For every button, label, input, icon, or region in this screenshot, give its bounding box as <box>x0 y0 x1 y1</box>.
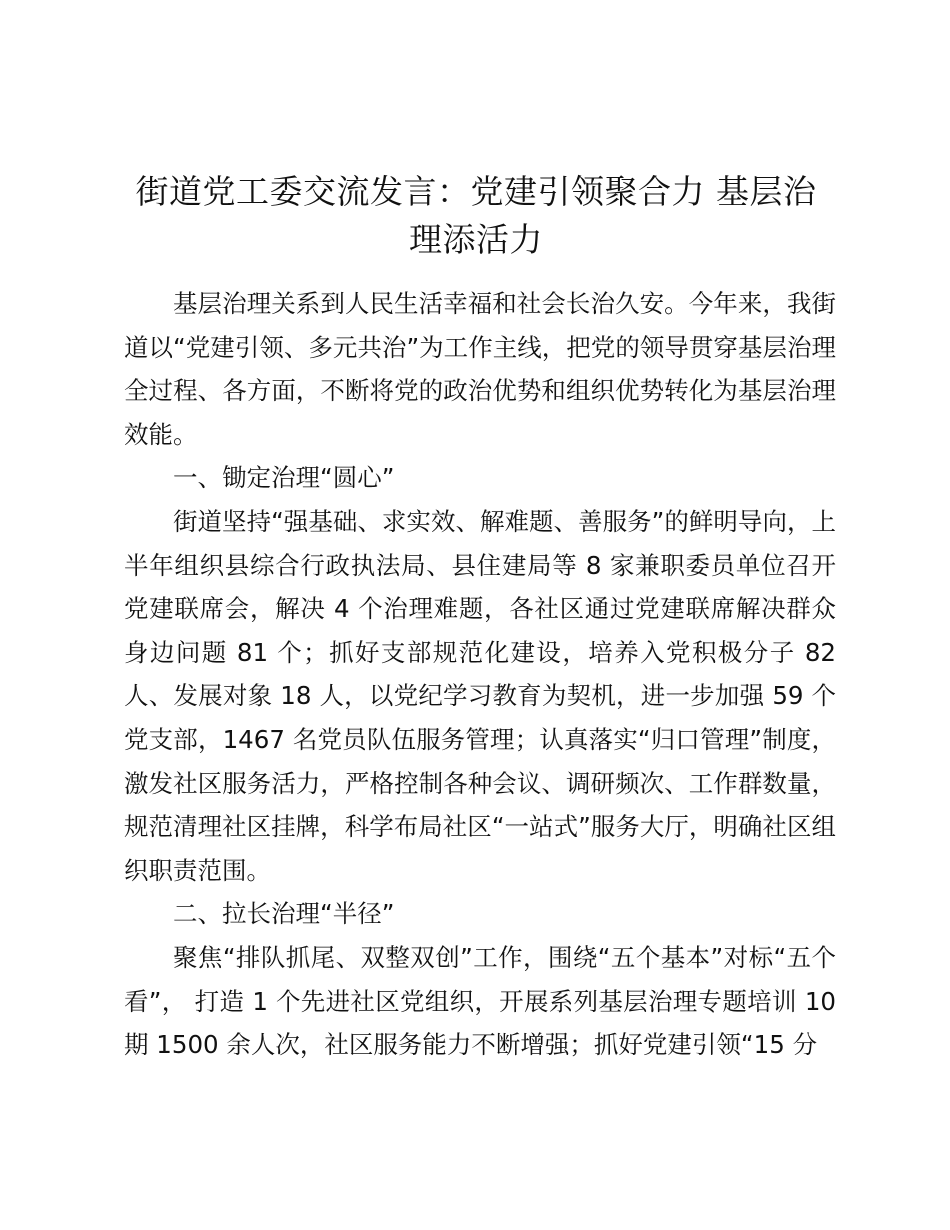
intro-paragraph: 基层治理关系到人民生活幸福和社会长治久安。今年来，我街道以“党建引领、多元共治”为工作主线，把党的领导贯穿基层治理全过程、各方面，不断将党的政治优势和组织优势转化为基层治理效能。 <box>124 289 836 449</box>
section-paragraph-1: 街道坚持“强基础、求实效、解难题、善服务”的鲜明导向，上半年组织县综合行政执法局、县住建局等 8 家兼职委员单位召开党建联席会，解决 4 个治理难题，各社区通过党建联席解决群众身边问题 81 个；抓好支部规范化建设，培养入党积极分子 82 人、发展对象 18 人，以党纪学习教育为契机，进一步加强 59 个党支部，1467 名党员队伍服务管理；认真落实“归口管理”制度，激发社区服务活力，严格控制各种会议、调研频次、工作群数量，规范清理社区挂牌，科学布局社区“一站式”服务大厅，明确社区组织职责范围。 <box>124 506 836 885</box>
section-heading-2: 二、拉长治理“半径” <box>173 899 395 929</box>
section-paragraph-2: 聚焦“排队抓尾、双整双创”工作，围绕“五个基本”对标“五个看”， 打造 1 个先进社区党组织，开展系列基层治理专题培训 10 期 1500 余人次，社区服务能力不断增强；抓好党建引领“15 分 <box>124 942 836 1060</box>
document-title: 街道党工委交流发言：党建引领聚合力 基层治理添活力 <box>135 172 817 259</box>
document-body <box>124 282 836 1067</box>
section-heading-1: 一、锄定治理“圆心” <box>173 463 395 493</box>
